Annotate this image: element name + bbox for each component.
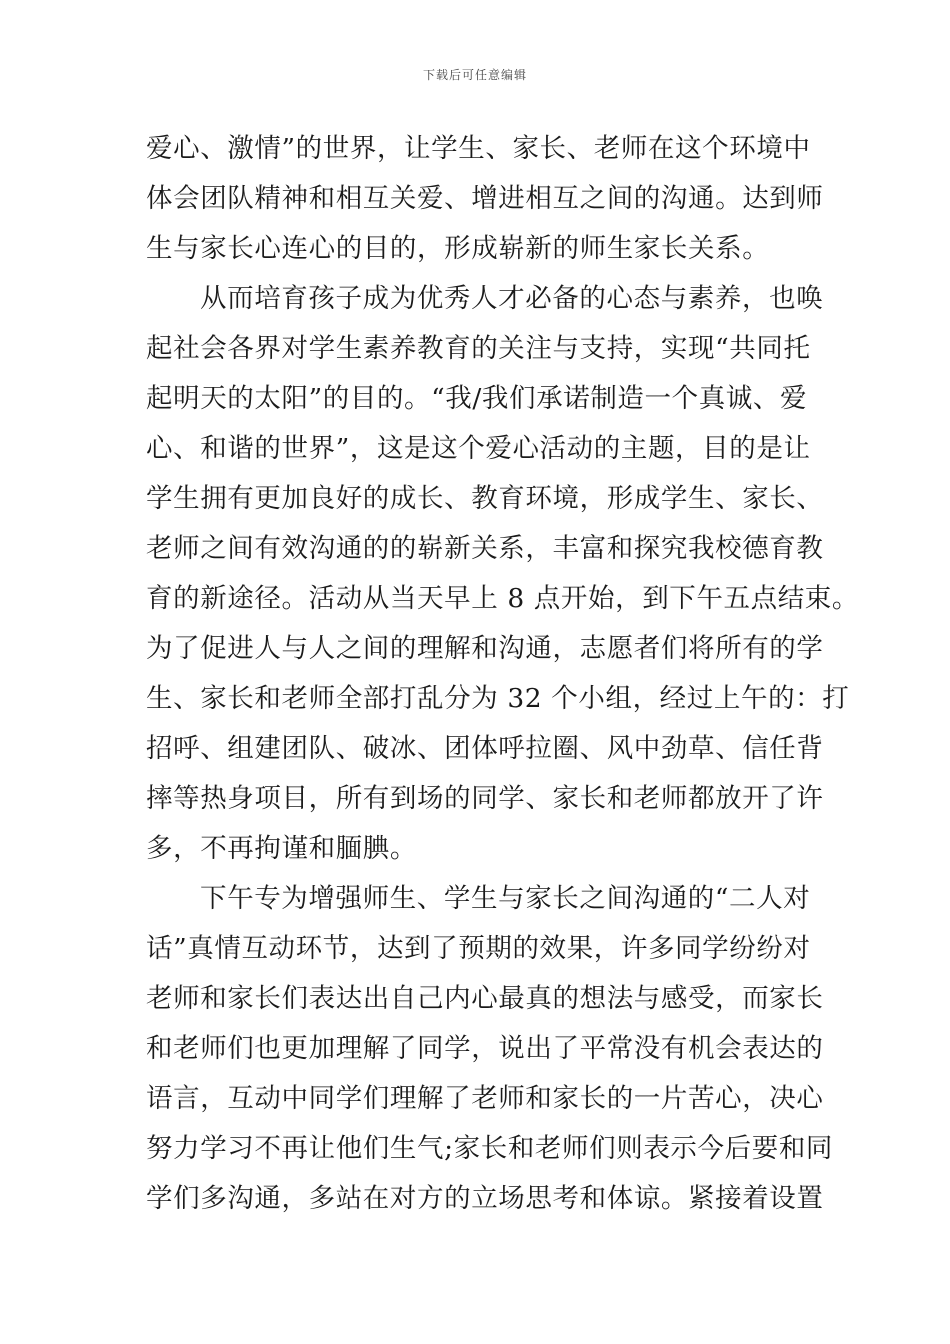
paragraph-3 [146,874,834,1224]
text-line: 学生拥有更加良好的成长、教育环境，形成学生、家长、 [146,483,824,514]
document-body [146,124,860,1224]
page-header: 下载后可任意编辑 [422,68,527,82]
text-line: 体会团队精神和相互关爱、增进相互之间的沟通。达到师 [146,183,824,214]
text-line: 起社会各界对学生素养教育的关注与支持，实现“共同托 [146,333,811,364]
text-line: 和老师们也更加理解了同学，说出了平常没有机会表达的 [146,1033,824,1064]
text-line: 爱心、激情”的世界，让学生、家长、老师在这个环境中 [146,133,811,164]
text-line: 摔等热身项目，所有到场的同学、家长和老师都放开了许 [146,783,824,814]
text-line: 学们多沟通，多站在对方的立场思考和体谅。紧接着设置 [146,1183,824,1214]
text-line: 语言，互动中同学们理解了老师和家长的一片苦心，决心 [146,1083,824,1114]
paragraph-1 [146,124,824,274]
text-line: 起明天的太阳”的目的。“我/我们承诺制造一个真诚、爱 [146,383,808,414]
text-line: 为了促进人与人之间的理解和沟通，志愿者们将所有的学 [146,633,824,664]
text-line: 老师之间有效沟通的的崭新关系，丰富和探究我校德育教 [146,533,824,564]
text-line: 生、家长和老师全部打乱分为 32 个小组，经过上午的：打 [146,683,850,714]
text-line: 努力学习不再让他们生气;家长和老师们则表示今后要和同 [146,1133,834,1164]
text-line: 话”真情互动环节，达到了预期的效果，许多同学纷纷对 [146,933,811,964]
text-line: 老师和家长们表达出自己内心最真的想法与感受，而家长 [146,983,824,1014]
text-line: 招呼、组建团队、破冰、团体呼拉圈、风中劲草、信任背 [146,733,824,764]
text-line: 下午专为增强师生、学生与家长之间沟通的“二人对 [200,883,811,914]
text-line: 生与家长心连心的目的，形成崭新的师生家长关系。 [146,233,770,264]
text-line: 从而培育孩子成为优秀人才必备的心态与素养，也唤 [200,283,824,314]
paragraph-2 [146,274,860,874]
text-line: 育的新途径。活动从当天早上 8 点开始，到下午五点结束。 [146,583,860,614]
text-line: 多，不再拘谨和腼腆。 [146,833,417,864]
text-line: 心、和谐的世界”，这是这个爱心活动的主题，目的是让 [146,433,811,464]
